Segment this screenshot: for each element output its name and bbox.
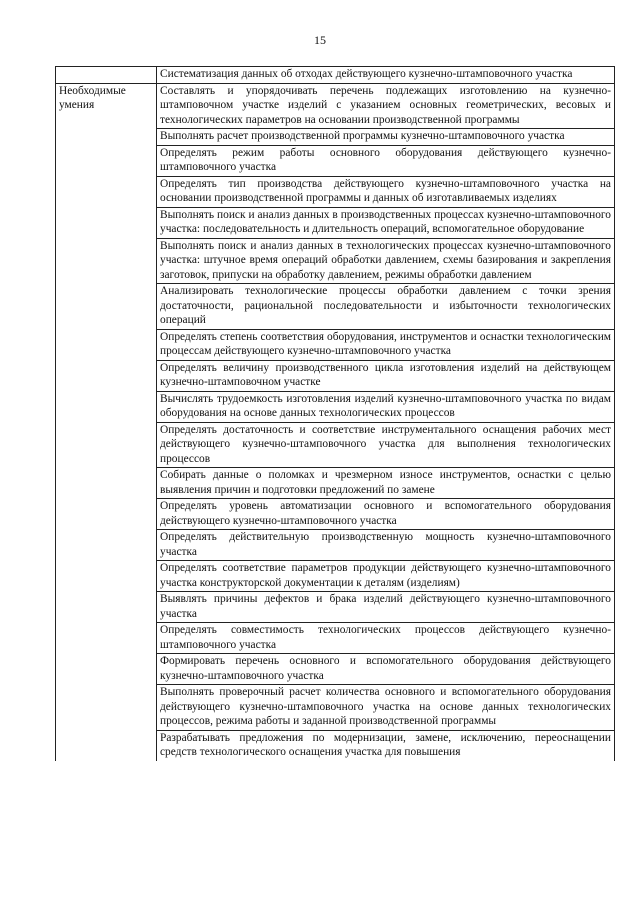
table-row xyxy=(56,83,615,129)
table-cell: Выполнять поиск и анализ данных в технологических процессах кузнечно-штамповочного участка: штучное время операций обработки давлением, схемы базирования и закрепления заготовок, припуски на обработку давлением, режимы обработки давлением xyxy=(157,238,615,284)
table-cell: Определять тип производства действующего кузнечно-штамповочного участка на основании производственной программы и данных об изготавливаемых изделиях xyxy=(157,176,615,207)
table-cell: Определять действительную производственную мощность кузнечно-штамповочного участка xyxy=(157,530,615,561)
table-cell: Формировать перечень основного и вспомогательного оборудования действующего кузнечно-штамповочного участка xyxy=(157,654,615,685)
table-row xyxy=(56,67,615,84)
table-cell: Вычислять трудоемкость изготовления изделий кузнечно-штамповочного участка по видам оборудования на основе данных технологических процессов xyxy=(157,391,615,422)
section-label: Необходимые умения xyxy=(56,83,157,761)
table-cell: Выполнять поиск и анализ данных в производственных процессах кузнечно-штамповочного участка: последовательность и длительность операций, вспомогательное оборудование xyxy=(157,207,615,238)
table-cell: Определять уровень автоматизации основного и вспомогательного оборудования действующего кузнечно-штамповочного участка xyxy=(157,499,615,530)
empty-label-cell xyxy=(56,67,157,84)
skills-table xyxy=(55,66,615,761)
table-cell: Определять достаточность и соответствие инструментального оснащения рабочих мест действующего кузнечно-штамповочного участка для выполнения технологических процессов xyxy=(157,422,615,468)
table-cell: Определять соответствие параметров продукции действующего кузнечно-штамповочного участка конструкторской документации к деталям (изделиям) xyxy=(157,561,615,592)
table-cell: Выявлять причины дефектов и брака изделий действующего кузнечно-штамповочного участка xyxy=(157,592,615,623)
table-cell: Определять степень соответствия оборудования, инструментов и оснастки технологическим процессам действующего кузнечно-штамповочного участка xyxy=(157,329,615,360)
table-cell: Систематизация данных об отходах действующего кузнечно-штамповочного участка xyxy=(157,67,615,84)
table-cell: Выполнять проверочный расчет количества основного и вспомогательного оборудования действующего кузнечно-штамповочного участка на основе данных технологических процессов, режима работы и заданной производственной программы xyxy=(157,685,615,731)
page-number: 15 xyxy=(314,33,326,47)
table-cell: Разрабатывать предложения по модернизации, замене, исключению, переоснащении средств технологического оснащения участка для повышения xyxy=(157,730,615,761)
table-cell: Составлять и упорядочивать перечень подлежащих изготовлению на кузнечно-штамповочном участке изделий с указанием основных геометрических, весовых и технологических параметров на основании производственной программы xyxy=(157,83,615,129)
table-cell: Собирать данные о поломках и чрезмерном износе инструментов, оснастки с целью выявления причин и подготовки предложений по замене xyxy=(157,468,615,499)
table-cell: Определять режим работы основного оборудования действующего кузнечно-штамповочного участка xyxy=(157,145,615,176)
table-cell: Выполнять расчет производственной программы кузнечно-штамповочного участка xyxy=(157,129,615,146)
table-cell: Определять величину производственного цикла изготовления изделий на действующем кузнечно-штамповочном участке xyxy=(157,360,615,391)
table-cell: Определять совместимость технологических процессов действующего кузнечно-штамповочного участка xyxy=(157,623,615,654)
table-cell: Анализировать технологические процессы обработки давлением с точки зрения достаточности, рациональной последовательности и избыточности технологических операций xyxy=(157,284,615,330)
